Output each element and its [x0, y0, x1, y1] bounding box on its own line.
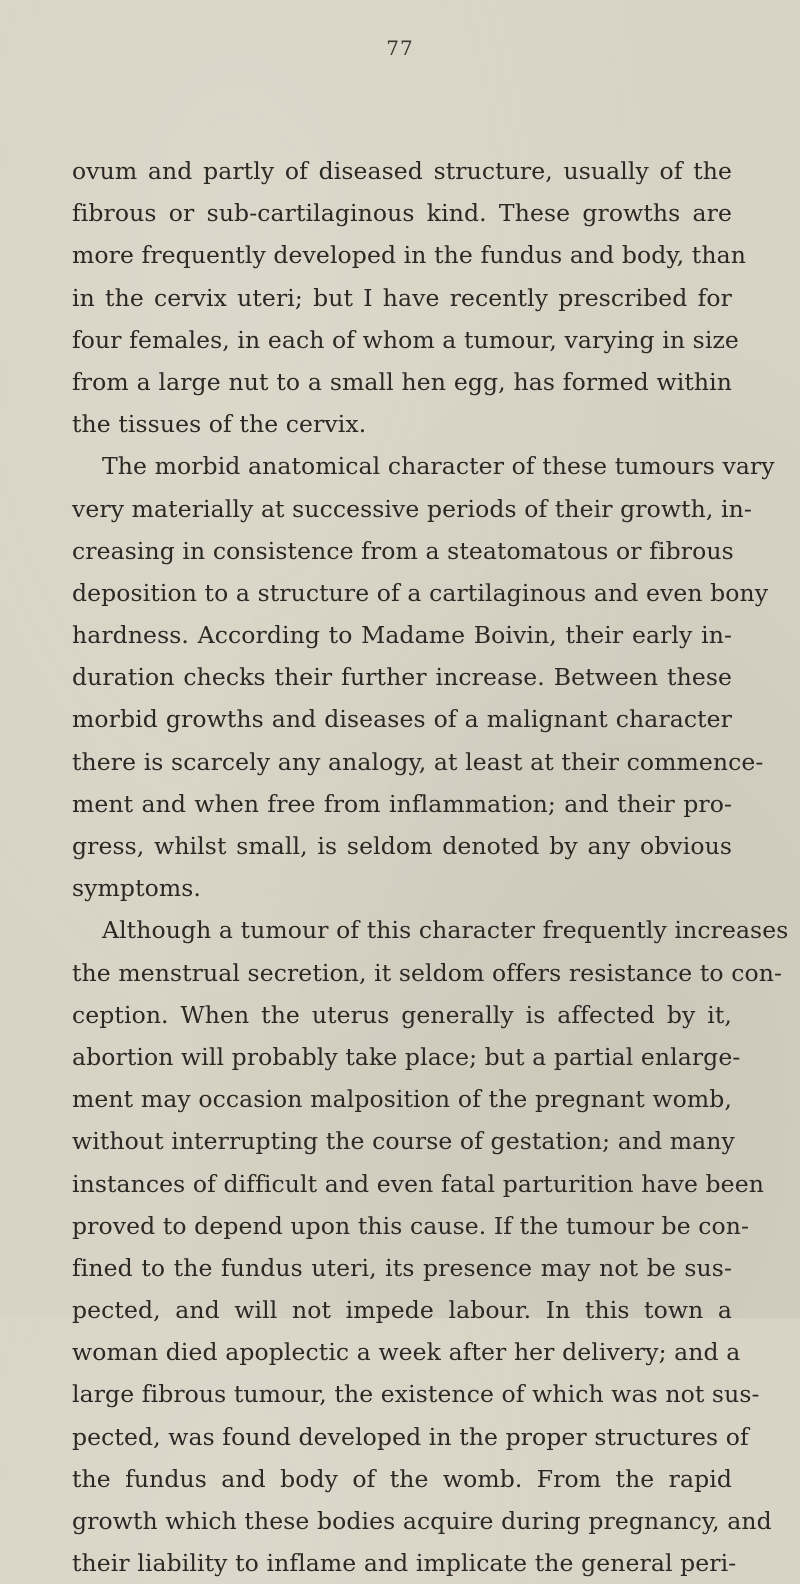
text-line: four females, in each of whom a tumour, varying in size — [72, 325, 739, 354]
text-line: woman died apoplectic a week after her delivery; and a — [72, 1338, 741, 1367]
text-line: the fundus and body of the womb. From the rapid — [72, 1464, 732, 1493]
page-number: 77 — [386, 36, 414, 60]
text-line: deposition to a structure of a cartilaginous and even bony — [72, 578, 769, 607]
text-line: The morbid anatomical character of these tumours vary — [102, 452, 775, 481]
text-line: fined to the fundus uteri, its presence may not be sus- — [72, 1253, 732, 1282]
text-line: symptoms. — [72, 874, 201, 903]
text-line: the tissues of the cervix. — [72, 410, 367, 439]
text-line: morbid growths and diseases of a malignant character — [72, 705, 732, 734]
text-line: duration checks their further increase. Between these — [72, 663, 732, 692]
text-line: instances of difficult and even fatal parturition have been — [72, 1169, 764, 1198]
text-line: ception. When the uterus generally is affected by it, — [72, 1000, 732, 1029]
text-line: growth which these bodies acquire during pregnancy, and — [72, 1507, 772, 1535]
text-line: ovum and partly of diseased structure, usually of the — [72, 157, 732, 185]
text-line: their liability to inflame and implicate the general peri- — [72, 1549, 737, 1578]
text-line: gress, whilst small, is seldom denoted by any obvious — [72, 832, 732, 860]
text-line: in the cervix uteri; but I have recently prescribed for — [72, 283, 732, 312]
text-line: large fibrous tumour, the existence of which was not sus- — [72, 1380, 760, 1409]
text-line: without interrupting the course of gestation; and many — [72, 1127, 735, 1156]
text-line: the menstrual secretion, it seldom offers resistance to con- — [72, 958, 783, 987]
text-line: creasing in consistence from a steatomatous or fibrous — [72, 536, 734, 565]
body-text — [72, 150, 789, 1584]
text-line: ment and when free from inflammation; and their pro- — [72, 789, 732, 818]
text-line: fibrous or sub-cartilaginous kind. These growths are — [72, 199, 732, 228]
text-line: there is scarcely any analogy, at least at their commence- — [72, 747, 764, 776]
text-line: ment may occasion malposition of the pregnant womb, — [72, 1085, 732, 1114]
text-line: proved to depend upon this cause. If the tumour be con- — [72, 1211, 750, 1240]
text-line: very materially at successive periods of their growth, in- — [72, 494, 752, 523]
text-line: abortion will probably take place; but a partial enlarge- — [72, 1042, 741, 1071]
text-line: more frequently developed in the fundus and body, than — [72, 241, 746, 270]
text-line: Although a tumour of this character frequently increases — [102, 916, 789, 945]
text-line: pected, was found developed in the proper structures of — [72, 1422, 749, 1451]
text-line: hardness. According to Madame Boivin, their early in- — [72, 621, 732, 650]
text-line: from a large nut to a small hen egg, has formed within — [72, 367, 732, 396]
text-line: pected, and will not impede labour. In this town a — [72, 1296, 732, 1325]
